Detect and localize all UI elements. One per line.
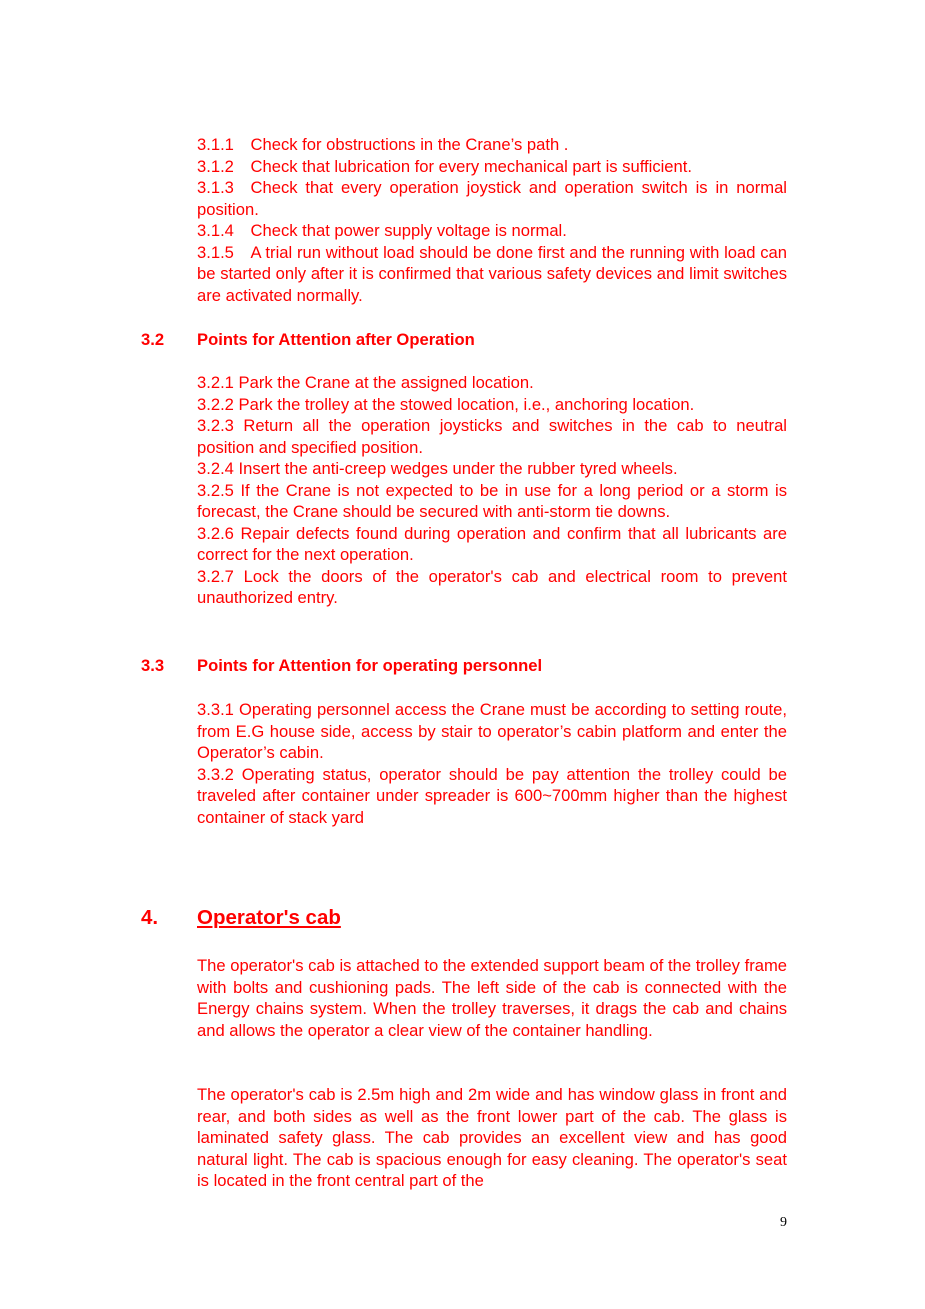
section-3-3-number: 3.3 <box>141 656 165 675</box>
list-item: 3.3.2 Operating status, operator should be pay attention the trolley could be traveled after container under spreader is 600~700mm higher than the highest container of stack yard <box>197 764 787 827</box>
chapter-4-paragraph-2 <box>197 1084 787 1192</box>
list-item: 3.2.1 Park the Crane at the assigned location. <box>197 373 534 392</box>
list-item: 3.2.4 Insert the anti-creep wedges under the rubber tyred wheels. <box>197 459 678 478</box>
list-item: 3.2.2 Park the trolley at the stowed location, i.e., anchoring location. <box>197 394 695 414</box>
list-item: 3.2.7 Lock the doors of the operator's cab and electrical room to prevent unauthorized entry. <box>197 566 787 607</box>
list-item: 3.2.3 Return all the operation joysticks and switches in the cab to neutral position and specified position. <box>197 416 787 457</box>
chapter-4-number: 4. <box>141 906 159 929</box>
list-item: 3.1.5 A trial run without load should be done first and the running with load can be started only after it is confirmed that various safety devices and limit switches are activated normally. <box>197 242 787 305</box>
section-3-2-heading: Points for Attention after Operation <box>197 330 475 349</box>
list-item: 3.2.6 Repair defects found during operation and confirm that all lubricants are correct for the next operation. <box>197 523 787 564</box>
list-item: 3.1.2 Check that lubrication for every mechanical part is sufficient. <box>197 156 692 176</box>
section-3-3-list <box>197 699 787 828</box>
section-3-2-list <box>197 372 787 609</box>
paragraph: The operator's cab is 2.5m high and 2m wide and has window glass in front and rear, and both sides as well as the front lower part of the cab. The glass is laminated safety glass. The cab provides an excellent view and has good natural light. The cab is spacious enough for easy cleaning. The operator's seat is located in the front central part of the <box>197 1085 787 1190</box>
page-number: 9 <box>780 1215 787 1230</box>
section-3-1-list <box>197 134 787 306</box>
list-item: 3.1.1 Check for obstructions in the Crane’s path . <box>197 135 569 154</box>
list-item: 3.1.3 Check that every operation joystick and operation switch is in normal position. <box>197 178 787 219</box>
paragraph: The operator's cab is attached to the extended support beam of the trolley frame with bolts and cushioning pads. The left side of the cab is connected with the Energy chains system. When the trolley traverses, it drags the cab and chains and allows the operator a clear view of the container handling. <box>197 956 787 1040</box>
section-3-2-number: 3.2 <box>141 330 165 349</box>
list-item: 3.3.1 Operating personnel access the Crane must be according to setting route, from E.G house side, access by stair to operator’s cabin platform and enter the Operator’s cabin. <box>197 700 787 762</box>
section-3-3-heading: Points for Attention for operating personnel <box>197 656 543 675</box>
list-item: 3.2.5 If the Crane is not expected to be in use for a long period or a storm is forecast, the Crane should be secured with anti-storm tie downs. <box>197 480 787 521</box>
chapter-4-paragraph-1 <box>197 955 787 1041</box>
chapter-4-heading: Operator's cab <box>197 906 341 929</box>
list-item: 3.1.4 Check that power supply voltage is normal. <box>197 221 567 240</box>
